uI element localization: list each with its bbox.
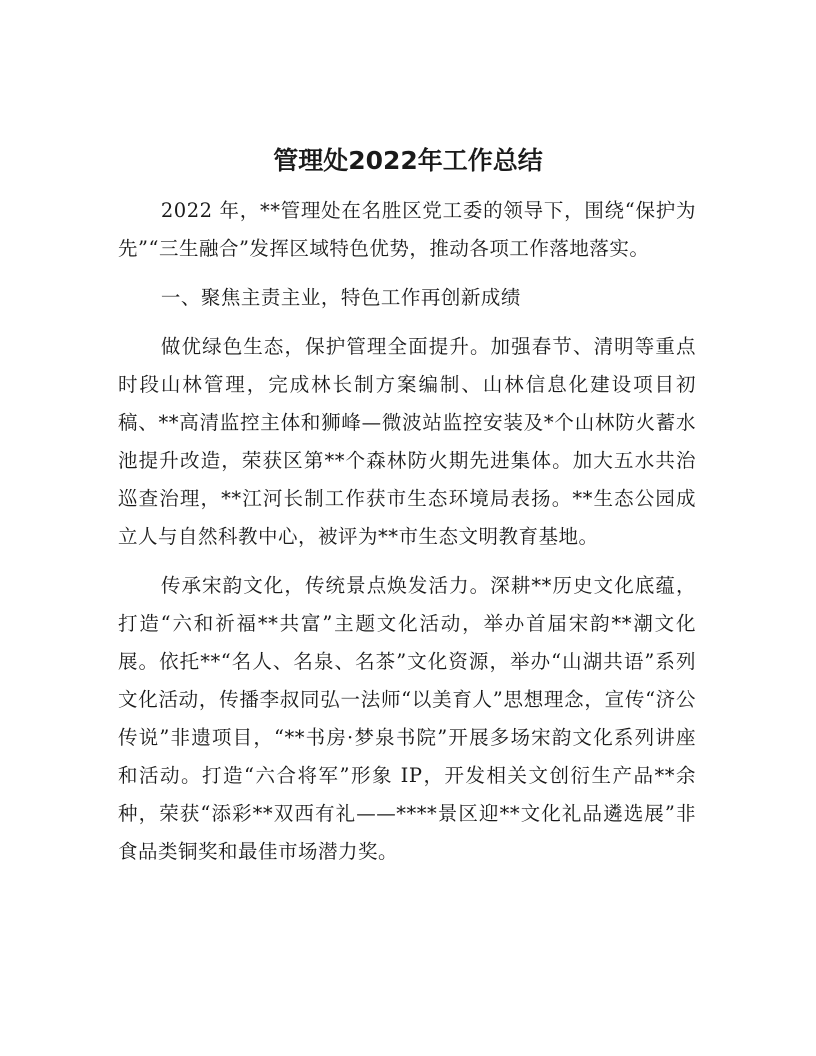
paragraph-culture: 传承宋韵文化，传统景点焕发活力。深耕**历史文化底蕴，打造“六和祈福**共富”主题文化活动，举办首届宋韵**潮文化展。依托**“名人、名泉、名茶”文化资源，举办“山湖共语”系列文化活动，传播李叔同弘一法师“以美育人”思想理念，宣传“济公传说”非遗项目，“**书房·梦泉书院”开展多场宋韵文化系列讲座和活动。打造“六合将军”形象 IP，开发相关文创衍生产品**余种，荣获“添彩**双西有礼——****景区迎**文化礼品遴选展”非食品类铜奖和最佳市场潜力奖。 — [118, 574, 696, 863]
paragraph-intro: 2022 年，**管理处在名胜区党工委的领导下，围绕“保护为先”“三生融合”发挥区域特色优势，推动各项工作落地落实。 — [118, 199, 696, 260]
document-body — [118, 192, 696, 882]
document-title: 管理处2022年工作总结 — [273, 146, 543, 175]
section-heading-1: 一、聚焦主责主业，特色工作再创新成绩 — [160, 286, 521, 309]
paragraph-ecology: 做优绿色生态，保护管理全面提升。加强春节、清明等重点时段山林管理，完成林长制方案编制、山林信息化建设项目初稿、**高清监控主体和狮峰—微波站监控安装及*个山林防火蓄水池提升改造，荣获区第**个森林防火期先进集体。加大五水共治巡查治理，**江河长制工作获市生态环境局表扬。**生态公园成立人与自然科教中心，被评为**市生态文明教育基地。 — [118, 335, 696, 548]
